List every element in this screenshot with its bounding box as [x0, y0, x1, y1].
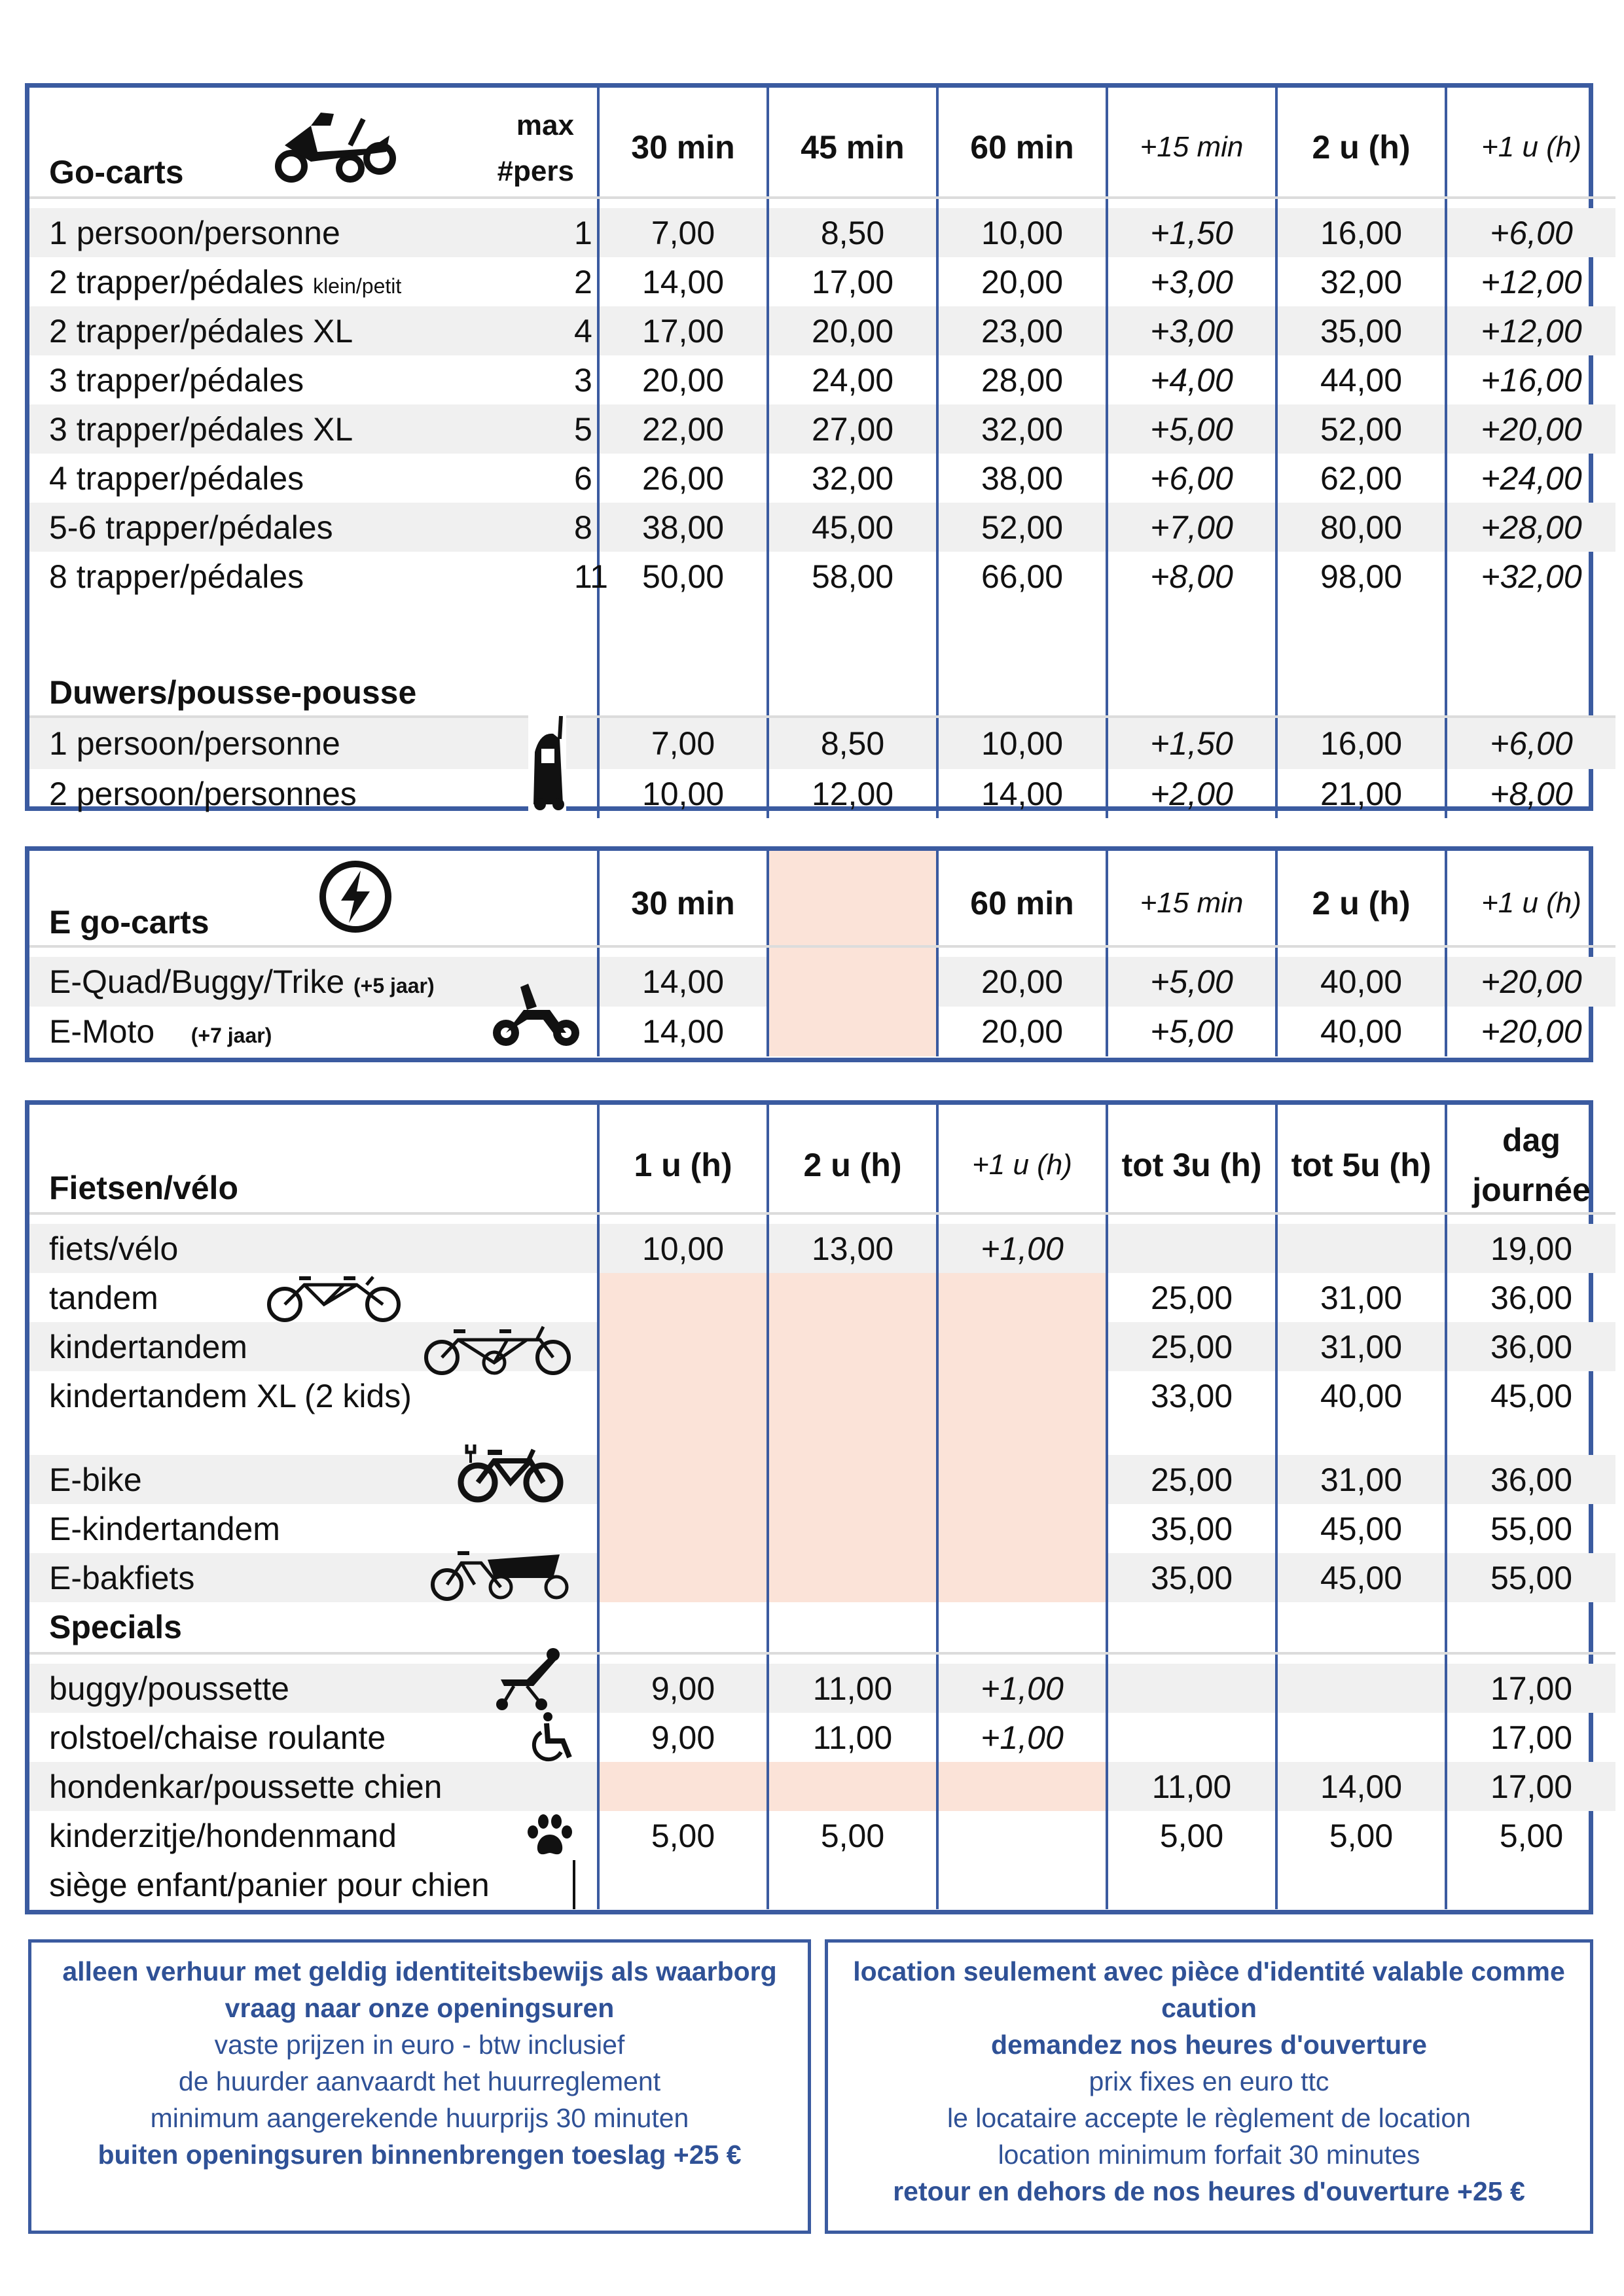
wheelchair-icon — [527, 1712, 579, 1764]
price-cell — [768, 1455, 937, 1504]
price-cell — [937, 1553, 1107, 1602]
price-cell: +3,00 — [1107, 306, 1276, 355]
col-header: +1 u (h) — [937, 1105, 1107, 1213]
price-cell — [598, 1371, 768, 1420]
price-cell: 45,00 — [1276, 1504, 1446, 1553]
price-cell: 14,00 — [1276, 1762, 1446, 1811]
row-label: buggy/poussette — [49, 1670, 289, 1707]
price-cell — [768, 1322, 937, 1371]
note-line: buiten openingsuren binnenbrengen toeslag +25 € — [98, 2140, 742, 2170]
row-label: 1 persoon/personne — [49, 725, 340, 762]
specials-title: Specials — [29, 1602, 574, 1653]
row-max: 5 — [574, 404, 598, 454]
price-cell: 36,00 — [1446, 1322, 1615, 1371]
price-cell — [1107, 1664, 1276, 1713]
pers-label: #pers — [497, 155, 574, 187]
col-header: dag — [1502, 1122, 1561, 1158]
row-label: tandem — [49, 1279, 158, 1316]
row-label: E-kindertandem — [49, 1510, 280, 1547]
table-row — [29, 1273, 1615, 1322]
price-cell — [768, 1273, 937, 1322]
price-cell — [937, 1322, 1107, 1371]
row-max: 8 — [574, 503, 598, 552]
price-cell — [1276, 1713, 1446, 1762]
price-cell: 66,00 — [937, 552, 1107, 601]
price-cell — [1276, 1664, 1446, 1713]
price-cell: 58,00 — [768, 552, 937, 601]
price-cell: 25,00 — [1107, 1273, 1276, 1322]
gocart-icon — [272, 106, 403, 185]
price-cell — [598, 1273, 768, 1322]
row-label: fiets/vélo — [29, 1224, 574, 1273]
price-cell — [937, 1371, 1107, 1420]
row-label: 2 trapper/pédales — [49, 263, 314, 300]
col-header: 2 u (h) — [768, 1105, 937, 1213]
price-cell — [598, 1322, 768, 1371]
row-label: 3 trapper/pédales XL — [29, 404, 574, 454]
row-max: 4 — [574, 306, 598, 355]
price-cell: +1,50 — [1107, 717, 1276, 769]
note-line: minimum aangerekende huurprijs 30 minuten — [150, 2103, 689, 2133]
price-cell — [1107, 1224, 1276, 1273]
price-cell — [937, 1811, 1107, 1860]
price-cell — [768, 1553, 937, 1602]
price-cell: 98,00 — [1276, 552, 1446, 601]
price-cell: 35,00 — [1107, 1553, 1276, 1602]
paw-icon — [524, 1812, 576, 1859]
egocarts-title: E go-carts — [49, 904, 209, 941]
price-cell: 25,00 — [1107, 1322, 1276, 1371]
price-cell: 5,00 — [768, 1811, 937, 1860]
price-cell: +1,00 — [937, 1664, 1107, 1713]
price-cell: 50,00 — [598, 552, 768, 601]
price-cell: +24,00 — [1446, 454, 1615, 503]
price-cell: 27,00 — [768, 404, 937, 454]
price-cell — [598, 1762, 768, 1811]
price-cell — [937, 1860, 1107, 1909]
price-cell: 10,00 — [937, 717, 1107, 769]
table-row — [29, 1713, 1615, 1762]
price-cell: 12,00 — [768, 769, 937, 818]
price-cell: +28,00 — [1446, 503, 1615, 552]
price-cell: 5,00 — [598, 1811, 768, 1860]
price-cell: 24,00 — [768, 355, 937, 404]
gocarts-title: Go-carts — [49, 154, 184, 190]
price-cell: 20,00 — [768, 306, 937, 355]
price-cell: +16,00 — [1446, 355, 1615, 404]
table-row — [29, 769, 1615, 818]
price-cell: +5,00 — [1107, 957, 1276, 1007]
col-header: tot 5u (h) — [1276, 1105, 1446, 1213]
table-row — [29, 454, 1615, 503]
table-row — [29, 1553, 1615, 1602]
gocarts-table — [25, 83, 1593, 811]
price-cell: 17,00 — [1446, 1713, 1615, 1762]
table-row — [29, 208, 1615, 257]
note-line: le locataire accepte le règlement de location — [947, 2103, 1471, 2133]
price-cell: 21,00 — [1276, 769, 1446, 818]
row-label: E-bakfiets — [49, 1559, 195, 1596]
price-cell: 38,00 — [598, 503, 768, 552]
table-row — [29, 1455, 1615, 1504]
price-cell — [768, 1860, 937, 1909]
table-row — [29, 257, 1615, 306]
price-cell: 80,00 — [1276, 503, 1446, 552]
price-cell: 40,00 — [1276, 957, 1446, 1007]
row-label: kinderzitje/hondenmand — [49, 1817, 397, 1854]
price-cell: 5,00 — [1107, 1811, 1276, 1860]
price-cell: 52,00 — [1276, 404, 1446, 454]
table-row — [29, 1664, 1615, 1713]
price-cell: 32,00 — [1276, 257, 1446, 306]
price-cell — [937, 1504, 1107, 1553]
price-cell: +8,00 — [1446, 769, 1615, 818]
price-cell — [598, 1860, 768, 1909]
col-header: tot 3u (h) — [1107, 1105, 1276, 1213]
price-cell — [1446, 1860, 1615, 1909]
price-cell: +12,00 — [1446, 306, 1615, 355]
price-cell: +32,00 — [1446, 552, 1615, 601]
col-header: 30 min — [598, 88, 768, 198]
price-cell — [937, 1273, 1107, 1322]
price-cell: 20,00 — [937, 957, 1107, 1007]
table-row — [29, 1762, 1615, 1811]
price-cell: +3,00 — [1107, 257, 1276, 306]
price-cell: +4,00 — [1107, 355, 1276, 404]
row-label: 5-6 trapper/pédales — [29, 503, 574, 552]
row-label: E-bike — [49, 1461, 142, 1498]
lightning-icon — [317, 859, 393, 935]
note-line: retour en dehors de nos heures d'ouverture +25 € — [893, 2176, 1525, 2206]
table-row — [29, 957, 1615, 1007]
price-cell: +6,00 — [1446, 717, 1615, 769]
stroller-icon — [488, 1647, 566, 1712]
table-row — [29, 355, 1615, 404]
price-cell: 8,50 — [768, 717, 937, 769]
price-cell: +6,00 — [1446, 208, 1615, 257]
note-line: demandez nos heures d'ouverture — [991, 2030, 1427, 2060]
price-cell — [768, 1007, 937, 1056]
price-cell: 17,00 — [598, 306, 768, 355]
price-cell — [768, 957, 937, 1007]
table-row — [29, 1811, 1615, 1860]
row-label: kindertandem XL (2 kids) — [49, 1377, 412, 1414]
table-row — [29, 306, 1615, 355]
row-label: E-Quad/Buggy/Trike — [49, 963, 354, 1000]
row-label: 2 trapper/pédales XL — [29, 306, 574, 355]
price-cell — [937, 1762, 1107, 1811]
price-cell: +5,00 — [1107, 1007, 1276, 1056]
price-cell: 44,00 — [1276, 355, 1446, 404]
price-cell: 36,00 — [1446, 1273, 1615, 1322]
table-row — [29, 1322, 1615, 1371]
tandem-icon — [265, 1272, 403, 1324]
col-header: +15 min — [1107, 851, 1276, 946]
price-cell: +6,00 — [1107, 454, 1276, 503]
price-cell: 45,00 — [1446, 1371, 1615, 1420]
row-label: 2 persoon/personnes — [49, 775, 357, 812]
price-cell — [1107, 1713, 1276, 1762]
price-cell: +2,00 — [1107, 769, 1276, 818]
row-label: hondenkar/poussette chien — [29, 1762, 574, 1811]
ebike-icon — [455, 1438, 566, 1503]
price-cell: 7,00 — [598, 208, 768, 257]
price-cell: 22,00 — [598, 404, 768, 454]
fietsen-table — [25, 1100, 1593, 1914]
price-cell: 45,00 — [768, 503, 937, 552]
price-cell: 7,00 — [598, 717, 768, 769]
price-cell: +7,00 — [1107, 503, 1276, 552]
price-cell: +5,00 — [1107, 404, 1276, 454]
note-line: prix fixes en euro ttc — [1089, 2066, 1329, 2096]
row-label-small: (+7 jaar) — [190, 1024, 272, 1047]
price-cell: 52,00 — [937, 503, 1107, 552]
price-cell: +8,00 — [1107, 552, 1276, 601]
price-cell: 32,00 — [937, 404, 1107, 454]
price-cell: 55,00 — [1446, 1553, 1615, 1602]
price-cell: 31,00 — [1276, 1455, 1446, 1504]
price-cell: 32,00 — [768, 454, 937, 503]
egocarts-grid — [29, 851, 1615, 1056]
note-line: alleen verhuur met geldig identiteitsbewijs als waarborg — [62, 1956, 777, 1986]
col-header: 1 u (h) — [598, 1105, 768, 1213]
col-header: +15 min — [1107, 88, 1276, 198]
table-row — [29, 1860, 1615, 1909]
price-cell: 33,00 — [1107, 1371, 1276, 1420]
price-cell: 5,00 — [1446, 1811, 1615, 1860]
price-cell — [768, 1762, 937, 1811]
price-cell: 38,00 — [937, 454, 1107, 503]
price-cell: 23,00 — [937, 306, 1107, 355]
col-header: +1 u (h) — [1446, 851, 1615, 946]
note-fr — [825, 1939, 1593, 2234]
price-cell — [768, 1371, 937, 1420]
col-header: 2 u (h) — [1276, 851, 1446, 946]
price-cell: 35,00 — [1107, 1504, 1276, 1553]
price-cell: 35,00 — [1276, 306, 1446, 355]
table-row — [29, 717, 1615, 769]
row-label: 4 trapper/pédales — [49, 459, 304, 497]
row-max: 11 — [574, 558, 608, 595]
price-cell: +1,50 — [1107, 208, 1276, 257]
price-cell: +1,00 — [937, 1713, 1107, 1762]
price-cell — [1276, 1860, 1446, 1909]
price-cell — [937, 1455, 1107, 1504]
row-label: kindertandem — [49, 1328, 247, 1365]
col-header — [768, 851, 937, 946]
price-cell: 31,00 — [1276, 1273, 1446, 1322]
price-cell: 11,00 — [768, 1664, 937, 1713]
gocarts-grid — [29, 88, 1615, 818]
price-cell: 10,00 — [598, 1224, 768, 1273]
row-max: 2 — [574, 263, 592, 300]
table-row — [29, 1504, 1615, 1553]
price-cell: 11,00 — [1107, 1762, 1276, 1811]
note-nl — [28, 1939, 811, 2234]
price-cell: 5,00 — [1276, 1811, 1446, 1860]
price-cell: 13,00 — [768, 1224, 937, 1273]
kindertandem-icon — [422, 1317, 573, 1379]
table-row — [29, 404, 1615, 454]
col-header: 2 u (h) — [1276, 88, 1446, 198]
price-cell: 55,00 — [1446, 1504, 1615, 1553]
row-label: E-Moto — [49, 1013, 191, 1050]
egocarts-table — [25, 846, 1593, 1062]
bakfiets-icon — [429, 1540, 573, 1602]
price-cell: +20,00 — [1446, 1007, 1615, 1056]
price-cell: 14,00 — [598, 957, 768, 1007]
row-max: 1 — [574, 208, 598, 257]
row-label: siège enfant/panier pour chien — [49, 1866, 490, 1903]
price-cell: 17,00 — [1446, 1664, 1615, 1713]
row-label: 3 trapper/pédales — [49, 361, 304, 399]
price-cell: 9,00 — [598, 1713, 768, 1762]
row-label: 8 trapper/pédales — [49, 558, 304, 595]
row-label: 1 persoon/personne — [29, 208, 574, 257]
price-cell: 10,00 — [937, 208, 1107, 257]
note-line: vraag naar onze openingsuren — [225, 1993, 615, 2023]
price-cell: 20,00 — [937, 1007, 1107, 1056]
note-line: location seulement avec pièce d'identité valable comme — [853, 1956, 1565, 1986]
price-cell: +12,00 — [1446, 257, 1615, 306]
price-cell: 62,00 — [1276, 454, 1446, 503]
price-cell: 16,00 — [1276, 717, 1446, 769]
moto-icon — [488, 980, 586, 1052]
price-cell: 31,00 — [1276, 1322, 1446, 1371]
price-cell: 20,00 — [598, 355, 768, 404]
col-header: 60 min — [937, 851, 1107, 946]
note-line: vaste prijzen in euro - btw inclusief — [214, 2030, 625, 2060]
col-header: 45 min — [768, 88, 937, 198]
price-cell — [598, 1455, 768, 1504]
price-cell — [598, 1553, 768, 1602]
table-row — [29, 1371, 1615, 1420]
price-cell: 28,00 — [937, 355, 1107, 404]
price-cell: 14,00 — [937, 769, 1107, 818]
note-line: caution — [1161, 1993, 1257, 2023]
price-cell — [1107, 1860, 1276, 1909]
price-cell: 9,00 — [598, 1664, 768, 1713]
price-cell — [1276, 1224, 1446, 1273]
price-cell: 17,00 — [1446, 1762, 1615, 1811]
duwers-title: Duwers/pousse-pousse — [29, 601, 574, 717]
max-label: max — [516, 109, 574, 141]
price-cell: 26,00 — [598, 454, 768, 503]
fietsen-grid — [29, 1105, 1615, 1909]
price-cell: 45,00 — [1276, 1553, 1446, 1602]
table-row — [29, 503, 1615, 552]
price-cell — [598, 1504, 768, 1553]
price-cell: 8,50 — [768, 208, 937, 257]
price-cell: +1,00 — [937, 1224, 1107, 1273]
push-car-icon — [488, 713, 573, 811]
col-header-sub: journée — [1472, 1172, 1591, 1208]
col-header: 60 min — [937, 88, 1107, 198]
row-max: 3 — [574, 361, 592, 399]
price-cell: 16,00 — [1276, 208, 1446, 257]
col-header: 30 min — [598, 851, 768, 946]
col-header: +1 u (h) — [1446, 88, 1615, 198]
table-row — [29, 552, 1615, 601]
price-cell: 40,00 — [1276, 1007, 1446, 1056]
row-label-small: klein/petit — [313, 274, 402, 298]
row-max: 6 — [574, 459, 592, 497]
price-cell: +20,00 — [1446, 957, 1615, 1007]
row-label-small: (+5 jaar) — [353, 974, 435, 997]
fietsen-title: Fietsen/vélo — [29, 1105, 574, 1213]
price-cell: 11,00 — [768, 1713, 937, 1762]
table-row — [29, 1224, 1615, 1273]
price-cell: 20,00 — [937, 257, 1107, 306]
price-cell: 14,00 — [598, 1007, 768, 1056]
price-cell: 17,00 — [768, 257, 937, 306]
price-cell: 10,00 — [598, 769, 768, 818]
note-line: location minimum forfait 30 minutes — [998, 2140, 1420, 2170]
table-row — [29, 1007, 1615, 1056]
price-cell: +20,00 — [1446, 404, 1615, 454]
price-cell: 40,00 — [1276, 1371, 1446, 1420]
row-label: rolstoel/chaise roulante — [49, 1719, 386, 1756]
price-cell: 36,00 — [1446, 1455, 1615, 1504]
note-line: de huurder aanvaardt het huurreglement — [178, 2066, 661, 2096]
price-cell — [768, 1504, 937, 1553]
price-cell: 19,00 — [1446, 1224, 1615, 1273]
price-cell: 14,00 — [598, 257, 768, 306]
price-cell: 25,00 — [1107, 1455, 1276, 1504]
